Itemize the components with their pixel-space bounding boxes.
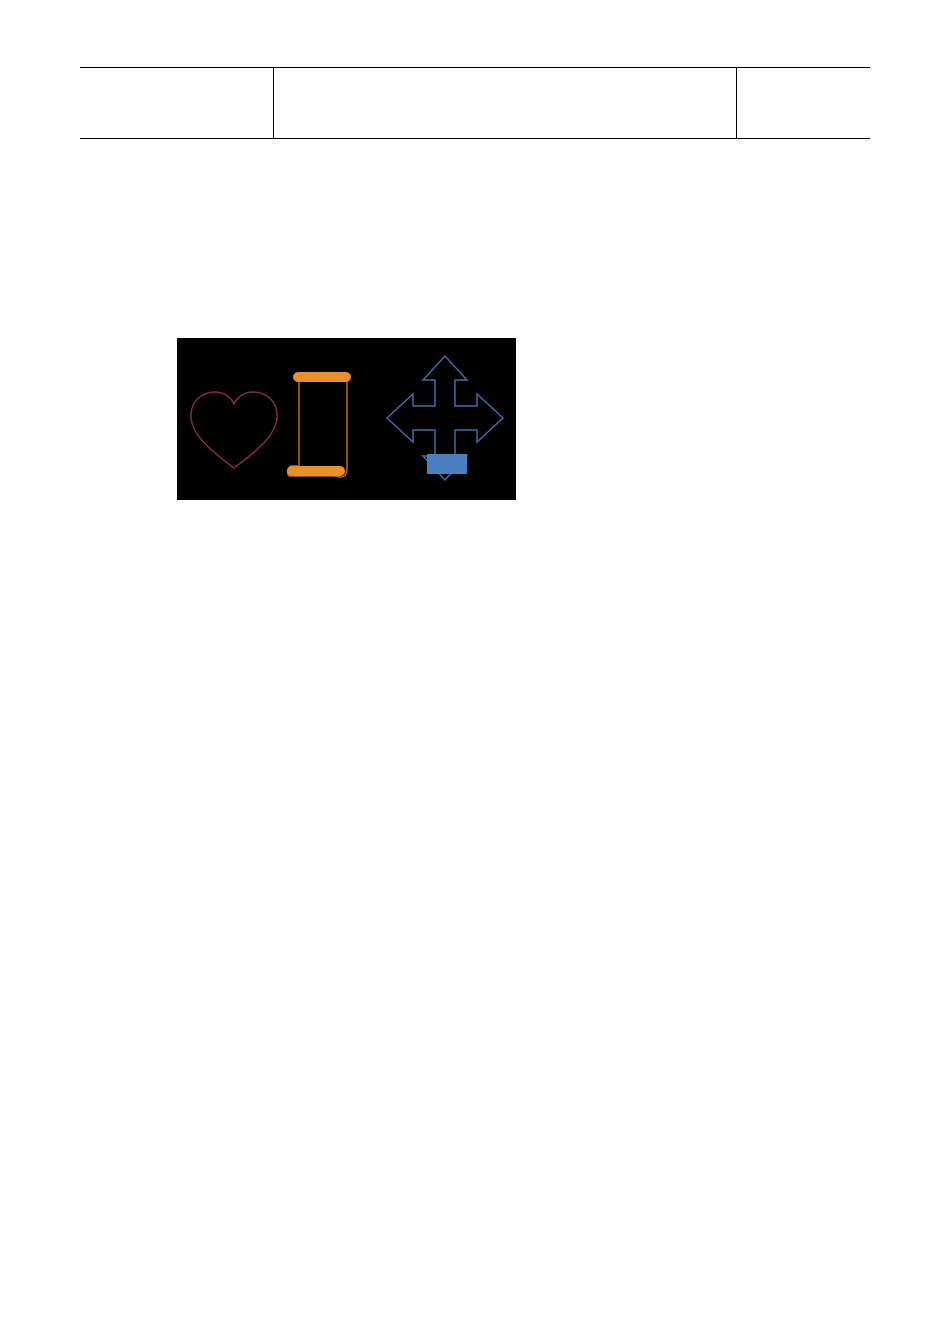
figure-graphic xyxy=(177,338,516,500)
header-motto xyxy=(273,68,737,138)
header-meta xyxy=(80,68,273,142)
header-page-info xyxy=(736,68,878,138)
summary-figure xyxy=(177,338,516,500)
document-header xyxy=(80,67,870,139)
